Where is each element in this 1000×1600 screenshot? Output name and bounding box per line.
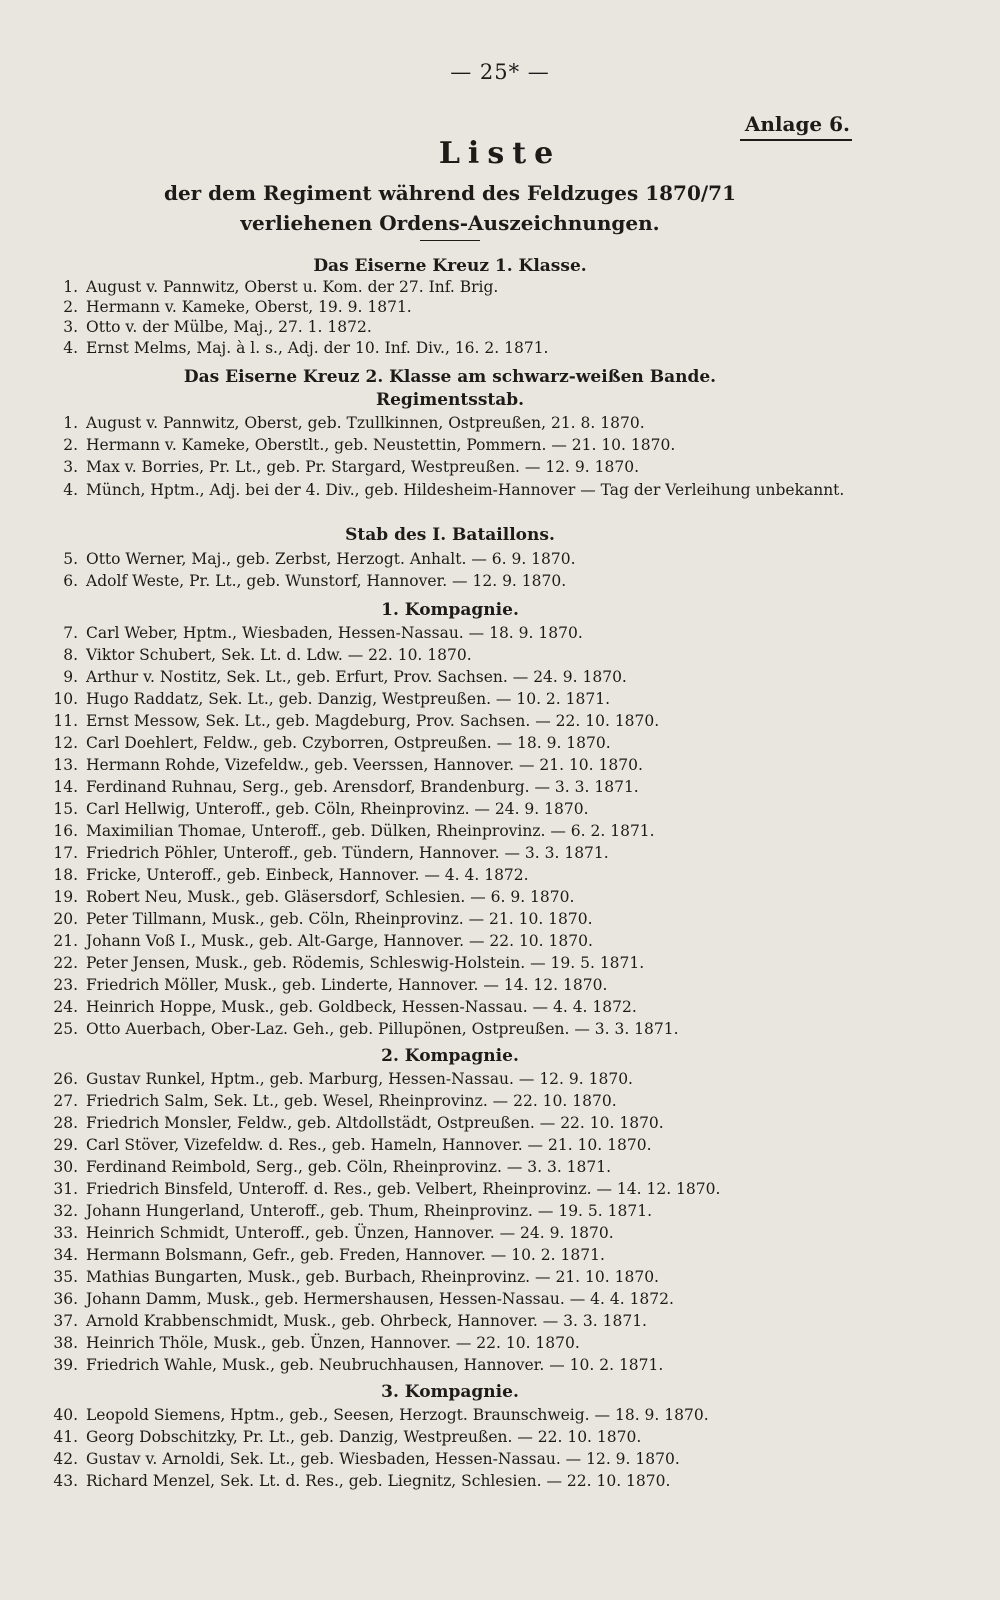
page-number: — 25* — xyxy=(450,60,550,84)
list-item xyxy=(50,888,840,906)
entry-number: 2. xyxy=(63,436,78,454)
entry-text: August v. Pannwitz, Oberst, geb. Tzullkinnen, Ostpreußen, 21. 8. 1870. xyxy=(86,414,645,432)
list-item xyxy=(50,822,840,840)
entry-number: 9. xyxy=(63,668,78,686)
entry-text: Carl Doehlert, Feldw., geb. Czyborren, Ostpreußen. — 18. 9. 1870. xyxy=(86,734,611,752)
list-item xyxy=(50,1356,840,1374)
entry-text: Max v. Borries, Pr. Lt., geb. Pr. Stargard, Westpreußen. — 12. 9. 1870. xyxy=(86,458,639,476)
entry-number: 16. xyxy=(53,822,78,840)
entry-number: 32. xyxy=(53,1202,78,1220)
entry-text: Gustav v. Arnoldi, Sek. Lt., geb. Wiesbaden, Hessen-Nassau. — 12. 9. 1870. xyxy=(86,1450,680,1468)
list-item xyxy=(50,734,840,752)
entry-text: Arnold Krabbenschmidt, Musk., geb. Ohrbeck, Hannover. — 3. 3. 1871. xyxy=(86,1312,647,1330)
entry-number: 27. xyxy=(53,1092,78,1110)
entry-number: 34. xyxy=(53,1246,78,1264)
entry-number: 14. xyxy=(53,778,78,796)
entry-number: 37. xyxy=(53,1312,78,1330)
entry-number: 25. xyxy=(53,1020,78,1038)
entry-text: Carl Hellwig, Unteroff., geb. Cöln, Rheinprovinz. — 24. 9. 1870. xyxy=(86,800,589,818)
entry-text: Leopold Siemens, Hptm., geb., Seesen, Herzogt. Braunschweig. — 18. 9. 1870. xyxy=(86,1406,709,1424)
entry-number: 3. xyxy=(63,318,78,336)
entry-text: Heinrich Thöle, Musk., geb. Ünzen, Hannover. — 22. 10. 1870. xyxy=(86,1334,580,1352)
section-heading-company-2: 2. Kompagnie. xyxy=(381,1046,519,1066)
entry-text: Adolf Weste, Pr. Lt., geb. Wunstorf, Hannover. — 12. 9. 1870. xyxy=(86,572,567,590)
list-item xyxy=(50,1428,840,1446)
list-item xyxy=(50,572,840,590)
entry-text: Hermann Rohde, Vizefeldw., geb. Veerssen, Hannover. — 21. 10. 1870. xyxy=(86,756,643,774)
list-item xyxy=(50,1406,840,1424)
list-item xyxy=(50,778,840,796)
entry-text: Ernst Messow, Sek. Lt., geb. Magdeburg, Prov. Sachsen. — 22. 10. 1870. xyxy=(86,712,660,730)
list-item xyxy=(50,1136,840,1154)
list-item xyxy=(50,1092,840,1110)
list-item xyxy=(50,1070,840,1088)
section-heading-battalion-staff: Stab des I. Bataillons. xyxy=(345,525,555,545)
entry-number: 3. xyxy=(63,458,78,476)
list-item xyxy=(50,1224,840,1242)
entry-number: 28. xyxy=(53,1114,78,1132)
list-item xyxy=(50,976,840,994)
entry-number: 39. xyxy=(53,1356,78,1374)
entry-number: 29. xyxy=(53,1136,78,1154)
entry-text: Carl Stöver, Vizefeldw. d. Res., geb. Hameln, Hannover. — 21. 10. 1870. xyxy=(86,1136,652,1154)
list-item xyxy=(50,1114,840,1132)
entry-text: Heinrich Schmidt, Unteroff., geb. Ünzen, Hannover. — 24. 9. 1870. xyxy=(86,1224,614,1242)
list-item xyxy=(50,1202,840,1220)
list-item xyxy=(50,1020,840,1038)
entry-number: 35. xyxy=(53,1268,78,1286)
entry-number: 26. xyxy=(53,1070,78,1088)
entry-text: Peter Tillmann, Musk., geb. Cöln, Rheinprovinz. — 21. 10. 1870. xyxy=(86,910,593,928)
entry-text: Johann Voß I., Musk., geb. Alt-Garge, Hannover. — 22. 10. 1870. xyxy=(86,932,593,950)
entry-text: Ernst Melms, Maj. à l. s., Adj. der 10. Inf. Div., 16. 2. 1871. xyxy=(86,339,549,357)
entry-number: 18. xyxy=(53,866,78,884)
entry-text: Gustav Runkel, Hptm., geb. Marburg, Hessen-Nassau. — 12. 9. 1870. xyxy=(86,1070,633,1088)
list-item xyxy=(50,624,840,642)
list-item xyxy=(50,844,840,862)
list-item xyxy=(50,339,840,357)
list-item xyxy=(50,866,840,884)
title-divider xyxy=(420,240,480,241)
page-subtitle: der dem Regiment während des Feldzuges 1870/71 verliehenen Ordens-Auszeichnungen. xyxy=(163,181,737,235)
entry-text: Fricke, Unteroff., geb. Einbeck, Hannover. — 4. 4. 1872. xyxy=(86,866,529,884)
entry-text: Hermann v. Kameke, Oberstlt., geb. Neustettin, Pommern. — 21. 10. 1870. xyxy=(86,436,676,454)
entry-text: Johann Hungerland, Unteroff., geb. Thum, Rheinprovinz. — 19. 5. 1871. xyxy=(86,1202,652,1220)
entry-number: 40. xyxy=(53,1406,78,1424)
list-item xyxy=(50,480,876,500)
entry-number: 36. xyxy=(53,1290,78,1308)
entry-number: 7. xyxy=(63,624,78,642)
entry-number: 41. xyxy=(53,1428,78,1446)
entry-number: 22. xyxy=(53,954,78,972)
list-item xyxy=(50,1158,840,1176)
entry-number: 21. xyxy=(53,932,78,950)
entry-number: 2. xyxy=(63,298,78,316)
list-item xyxy=(50,1268,840,1286)
section-heading-company-1: 1. Kompagnie. xyxy=(381,600,519,620)
entry-text: Hermann Bolsmann, Gefr., geb. Freden, Hannover. — 10. 2. 1871. xyxy=(86,1246,605,1264)
entry-text: Carl Weber, Hptm., Wiesbaden, Hessen-Nassau. — 18. 9. 1870. xyxy=(86,624,583,642)
list-item xyxy=(50,318,840,336)
list-item xyxy=(50,1180,840,1198)
list-item xyxy=(50,998,840,1016)
entry-number: 17. xyxy=(53,844,78,862)
list-item xyxy=(50,298,840,316)
entry-text: August v. Pannwitz, Oberst u. Kom. der 27. Inf. Brig. xyxy=(86,278,499,296)
list-item xyxy=(50,278,840,296)
entry-text: Arthur v. Nostitz, Sek. Lt., geb. Erfurt, Prov. Sachsen. — 24. 9. 1870. xyxy=(86,668,627,686)
list-item xyxy=(50,690,840,708)
list-item xyxy=(50,954,840,972)
entry-number: 1. xyxy=(63,414,78,432)
entry-number: 19. xyxy=(53,888,78,906)
entry-text: Friedrich Pöhler, Unteroff., geb. Tündern, Hannover. — 3. 3. 1871. xyxy=(86,844,609,862)
entry-text: Viktor Schubert, Sek. Lt. d. Ldw. — 22. 10. 1870. xyxy=(86,646,472,664)
entry-number: 20. xyxy=(53,910,78,928)
entry-text: Ferdinand Ruhnau, Serg., geb. Arensdorf, Brandenburg. — 3. 3. 1871. xyxy=(86,778,639,796)
entry-text: Otto v. der Mülbe, Maj., 27. 1. 1872. xyxy=(86,318,372,336)
entry-text: Mathias Bungarten, Musk., geb. Burbach, Rheinprovinz. — 21. 10. 1870. xyxy=(86,1268,659,1286)
list-item xyxy=(50,712,840,730)
entry-text: Hermann v. Kameke, Oberst, 19. 9. 1871. xyxy=(86,298,412,316)
entry-text: Friedrich Monsler, Feldw., geb. Altdollstädt, Ostpreußen. — 22. 10. 1870. xyxy=(86,1114,664,1132)
entry-number: 5. xyxy=(63,550,78,568)
entry-number: 11. xyxy=(53,712,78,730)
list-item xyxy=(50,910,840,928)
entry-text: Johann Damm, Musk., geb. Hermershausen, Hessen-Nassau. — 4. 4. 1872. xyxy=(86,1290,674,1308)
entry-number: 31. xyxy=(53,1180,78,1198)
entry-number: 10. xyxy=(53,690,78,708)
entry-number: 13. xyxy=(53,756,78,774)
list-item xyxy=(50,458,840,476)
entry-number: 30. xyxy=(53,1158,78,1176)
entry-text: Friedrich Binsfeld, Unteroff. d. Res., geb. Velbert, Rheinprovinz. — 14. 12. 1870. xyxy=(86,1180,721,1198)
entry-number: 6. xyxy=(63,572,78,590)
entry-number: 1. xyxy=(63,278,78,296)
entry-number: 4. xyxy=(63,339,78,357)
list-item xyxy=(50,1450,840,1468)
section-heading-company-3: 3. Kompagnie. xyxy=(381,1382,519,1402)
entry-text: Friedrich Möller, Musk., geb. Linderte, Hannover. — 14. 12. 1870. xyxy=(86,976,608,994)
list-item xyxy=(50,668,840,686)
entry-number: 42. xyxy=(53,1450,78,1468)
page-title: Liste xyxy=(438,136,562,171)
entry-number: 4. xyxy=(63,481,78,499)
entry-number: 23. xyxy=(53,976,78,994)
list-item xyxy=(50,1472,840,1490)
entry-number: 15. xyxy=(53,800,78,818)
entry-text: Georg Dobschitzky, Pr. Lt., geb. Danzig, Westpreußen. — 22. 10. 1870. xyxy=(86,1428,642,1446)
section-heading-regimental-staff: Regimentsstab. xyxy=(375,390,525,410)
entry-text: Otto Werner, Maj., geb. Zerbst, Herzogt. Anhalt. — 6. 9. 1870. xyxy=(86,550,576,568)
list-item xyxy=(50,436,840,454)
entry-number: 33. xyxy=(53,1224,78,1242)
entry-text: Münch, Hptm., Adj. bei der 4. Div., geb. Hildesheim-Hannover — Tag der Verleihung unbekannt. xyxy=(86,481,845,499)
entry-text: Richard Menzel, Sek. Lt. d. Res., geb. Liegnitz, Schlesien. — 22. 10. 1870. xyxy=(86,1472,671,1490)
entry-text: Hugo Raddatz, Sek. Lt., geb. Danzig, Westpreußen. — 10. 2. 1871. xyxy=(86,690,611,708)
appendix-label: Anlage 6. xyxy=(744,112,850,136)
list-item xyxy=(50,1312,840,1330)
entry-number: 43. xyxy=(53,1472,78,1490)
section-heading-iron-cross-2: Das Eiserne Kreuz 2. Klasse am schwarz-weißen Bande. xyxy=(183,367,717,387)
list-item xyxy=(50,932,840,950)
list-item xyxy=(50,646,840,664)
entry-text: Otto Auerbach, Ober-Laz. Geh., geb. Pillupönen, Ostpreußen. — 3. 3. 1871. xyxy=(86,1020,679,1038)
entry-number: 12. xyxy=(53,734,78,752)
list-item xyxy=(50,414,840,432)
entry-text: Peter Jensen, Musk., geb. Rödemis, Schleswig-Holstein. — 19. 5. 1871. xyxy=(86,954,645,972)
entry-text: Maximilian Thomae, Unteroff., geb. Dülken, Rheinprovinz. — 6. 2. 1871. xyxy=(86,822,655,840)
list-item xyxy=(50,1246,840,1264)
entry-text: Friedrich Salm, Sek. Lt., geb. Wesel, Rheinprovinz. — 22. 10. 1870. xyxy=(86,1092,617,1110)
entry-text: Robert Neu, Musk., geb. Gläsersdorf, Schlesien. — 6. 9. 1870. xyxy=(86,888,575,906)
entry-number: 8. xyxy=(63,646,78,664)
list-item xyxy=(50,550,840,568)
entry-text: Heinrich Hoppe, Musk., geb. Goldbeck, Hessen-Nassau. — 4. 4. 1872. xyxy=(86,998,637,1016)
list-item xyxy=(50,1334,840,1352)
list-item xyxy=(50,756,840,774)
entry-number: 24. xyxy=(53,998,78,1016)
list-item xyxy=(50,800,840,818)
entry-number: 38. xyxy=(53,1334,78,1352)
entry-text: Friedrich Wahle, Musk., geb. Neubruchhausen, Hannover. — 10. 2. 1871. xyxy=(86,1356,664,1374)
entry-text: Ferdinand Reimbold, Serg., geb. Cöln, Rheinprovinz. — 3. 3. 1871. xyxy=(86,1158,612,1176)
list-item xyxy=(50,1290,840,1308)
section-heading-iron-cross-1: Das Eiserne Kreuz 1. Klasse. xyxy=(313,256,587,276)
